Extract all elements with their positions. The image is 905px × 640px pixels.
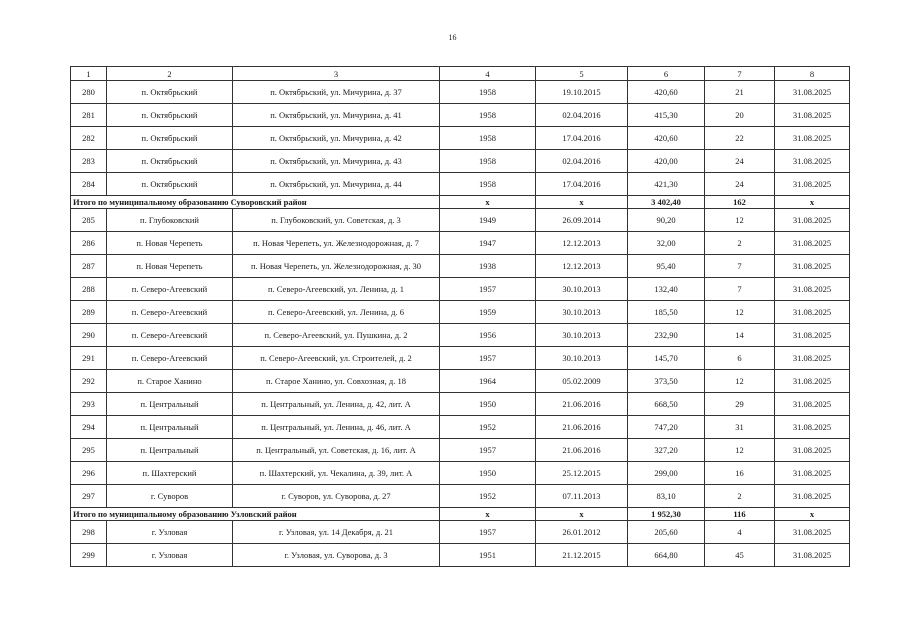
- row-number: 290: [71, 324, 107, 347]
- house-address: г. Суворов, ул. Суворова, д. 27: [233, 485, 440, 508]
- table-row: [71, 81, 850, 104]
- residents-count: 24: [705, 150, 775, 173]
- table-row: [71, 485, 850, 508]
- row-number: 298: [71, 521, 107, 544]
- living-area: 420,00: [628, 150, 705, 173]
- recognition-date: 30.10.2013: [536, 347, 628, 370]
- relocation-deadline: 31.08.2025: [775, 416, 850, 439]
- column-number: 3: [233, 67, 440, 81]
- relocation-deadline: 31.08.2025: [775, 104, 850, 127]
- table-row: [71, 104, 850, 127]
- build-year: 1949: [440, 209, 536, 232]
- settlement-name: п. Глубоковский: [107, 209, 233, 232]
- table-row: [71, 127, 850, 150]
- settlement-name: п. Шахтерский: [107, 462, 233, 485]
- total-living-area: 1 952,30: [628, 508, 705, 521]
- settlement-name: п. Центральный: [107, 416, 233, 439]
- living-area: 664,80: [628, 544, 705, 567]
- total-living-area: 3 402,40: [628, 196, 705, 209]
- residents-count: 6: [705, 347, 775, 370]
- residents-count: 16: [705, 462, 775, 485]
- relocation-deadline: 31.08.2025: [775, 521, 850, 544]
- table-row: [71, 544, 850, 567]
- table-row: [71, 232, 850, 255]
- living-area: 747,20: [628, 416, 705, 439]
- residents-count: 12: [705, 370, 775, 393]
- recognition-date: 30.10.2013: [536, 278, 628, 301]
- living-area: 420,60: [628, 127, 705, 150]
- recognition-date: 21.06.2016: [536, 393, 628, 416]
- build-year: 1956: [440, 324, 536, 347]
- house-address: п. Октябрьский, ул. Мичурина, д. 44: [233, 173, 440, 196]
- residents-count: 2: [705, 485, 775, 508]
- recognition-date: 17.04.2016: [536, 127, 628, 150]
- table-row: [71, 521, 850, 544]
- residents-count: 45: [705, 544, 775, 567]
- relocation-deadline: 31.08.2025: [775, 278, 850, 301]
- build-year: 1959: [440, 301, 536, 324]
- row-number: 287: [71, 255, 107, 278]
- residents-count: 22: [705, 127, 775, 150]
- build-year: 1964: [440, 370, 536, 393]
- living-area: 420,60: [628, 81, 705, 104]
- living-area: 90,20: [628, 209, 705, 232]
- residents-count: 2: [705, 232, 775, 255]
- row-number: 281: [71, 104, 107, 127]
- settlement-name: п. Центральный: [107, 439, 233, 462]
- recognition-date: 30.10.2013: [536, 324, 628, 347]
- table-body: [71, 67, 850, 567]
- build-year: 1950: [440, 462, 536, 485]
- column-number-row: [71, 67, 850, 81]
- column-number: 6: [628, 67, 705, 81]
- house-address: п. Шахтерский, ул. Чекалина, д. 39, лит. А: [233, 462, 440, 485]
- row-number: 282: [71, 127, 107, 150]
- district-total-label: Итого по муниципальному образованию Узловский район: [71, 508, 440, 521]
- total-build-year: x: [440, 196, 536, 209]
- settlement-name: п. Центральный: [107, 393, 233, 416]
- house-address: п. Старое Ханино, ул. Совхозная, д. 18: [233, 370, 440, 393]
- row-number: 294: [71, 416, 107, 439]
- total-relocation-deadline: x: [775, 196, 850, 209]
- living-area: 83,10: [628, 485, 705, 508]
- recognition-date: 05.02.2009: [536, 370, 628, 393]
- house-address: п. Новая Черепеть, ул. Железнодорожная, д. 30: [233, 255, 440, 278]
- settlement-name: п. Октябрьский: [107, 173, 233, 196]
- row-number: 293: [71, 393, 107, 416]
- row-number: 299: [71, 544, 107, 567]
- settlement-name: г. Узловая: [107, 521, 233, 544]
- relocation-deadline: 31.08.2025: [775, 370, 850, 393]
- relocation-deadline: 31.08.2025: [775, 347, 850, 370]
- living-area: 205,60: [628, 521, 705, 544]
- settlement-name: г. Узловая: [107, 544, 233, 567]
- district-total-row: [71, 196, 850, 209]
- column-number: 2: [107, 67, 233, 81]
- row-number: 284: [71, 173, 107, 196]
- table-row: [71, 150, 850, 173]
- table-row: [71, 416, 850, 439]
- living-area: 95,40: [628, 255, 705, 278]
- build-year: 1958: [440, 173, 536, 196]
- row-number: 289: [71, 301, 107, 324]
- recognition-date: 21.12.2015: [536, 544, 628, 567]
- house-address: п. Октябрьский, ул. Мичурина, д. 42: [233, 127, 440, 150]
- build-year: 1952: [440, 416, 536, 439]
- table-row: [71, 347, 850, 370]
- settlement-name: п. Новая Черепеть: [107, 255, 233, 278]
- build-year: 1938: [440, 255, 536, 278]
- residents-count: 24: [705, 173, 775, 196]
- table-row: [71, 462, 850, 485]
- living-area: 132,40: [628, 278, 705, 301]
- living-area: 421,30: [628, 173, 705, 196]
- row-number: 280: [71, 81, 107, 104]
- page-number: 16: [448, 33, 457, 42]
- build-year: 1958: [440, 81, 536, 104]
- residents-count: 12: [705, 209, 775, 232]
- build-year: 1957: [440, 278, 536, 301]
- living-area: 373,50: [628, 370, 705, 393]
- relocation-deadline: 31.08.2025: [775, 81, 850, 104]
- relocation-deadline: 31.08.2025: [775, 324, 850, 347]
- table-row: [71, 301, 850, 324]
- relocation-deadline: 31.08.2025: [775, 439, 850, 462]
- table-row: [71, 278, 850, 301]
- column-number: 5: [536, 67, 628, 81]
- row-number: 288: [71, 278, 107, 301]
- recognition-date: 02.04.2016: [536, 150, 628, 173]
- recognition-date: 19.10.2015: [536, 81, 628, 104]
- row-number: 296: [71, 462, 107, 485]
- relocation-deadline: 31.08.2025: [775, 150, 850, 173]
- residents-count: 21: [705, 81, 775, 104]
- total-residents-count: 162: [705, 196, 775, 209]
- recognition-date: 30.10.2013: [536, 301, 628, 324]
- relocation-deadline: 31.08.2025: [775, 232, 850, 255]
- build-year: 1958: [440, 127, 536, 150]
- recognition-date: 21.06.2016: [536, 439, 628, 462]
- house-address: п. Новая Черепеть, ул. Железнодорожная, д. 7: [233, 232, 440, 255]
- row-number: 292: [71, 370, 107, 393]
- relocation-deadline: 31.08.2025: [775, 544, 850, 567]
- house-address: п. Октябрьский, ул. Мичурина, д. 43: [233, 150, 440, 173]
- relocation-deadline: 31.08.2025: [775, 301, 850, 324]
- build-year: 1952: [440, 485, 536, 508]
- build-year: 1951: [440, 544, 536, 567]
- recognition-date: 26.09.2014: [536, 209, 628, 232]
- settlement-name: п. Новая Черепеть: [107, 232, 233, 255]
- row-number: 285: [71, 209, 107, 232]
- residents-count: 7: [705, 255, 775, 278]
- settlement-name: г. Суворов: [107, 485, 233, 508]
- build-year: 1957: [440, 439, 536, 462]
- row-number: 286: [71, 232, 107, 255]
- recognition-date: 12.12.2013: [536, 232, 628, 255]
- total-recognition-date: x: [536, 196, 628, 209]
- column-number: 8: [775, 67, 850, 81]
- table-row: [71, 439, 850, 462]
- relocation-deadline: 31.08.2025: [775, 462, 850, 485]
- table-row: [71, 370, 850, 393]
- house-address: г. Узловая, ул. 14 Декабря, д. 21: [233, 521, 440, 544]
- district-total-label: Итого по муниципальному образованию Суворовский район: [71, 196, 440, 209]
- build-year: 1947: [440, 232, 536, 255]
- district-total-row: [71, 508, 850, 521]
- table-row: [71, 255, 850, 278]
- residents-count: 4: [705, 521, 775, 544]
- living-area: 327,20: [628, 439, 705, 462]
- build-year: 1958: [440, 104, 536, 127]
- residents-count: 12: [705, 439, 775, 462]
- settlement-name: п. Октябрьский: [107, 127, 233, 150]
- recognition-date: 12.12.2013: [536, 255, 628, 278]
- relocation-deadline: 31.08.2025: [775, 127, 850, 150]
- house-address: п. Центральный, ул. Ленина, д. 42, лит. А: [233, 393, 440, 416]
- settlement-name: п. Октябрьский: [107, 81, 233, 104]
- relocation-deadline: 31.08.2025: [775, 209, 850, 232]
- recognition-date: 21.06.2016: [536, 416, 628, 439]
- build-year: 1957: [440, 521, 536, 544]
- total-relocation-deadline: x: [775, 508, 850, 521]
- living-area: 232,90: [628, 324, 705, 347]
- table-row: [71, 324, 850, 347]
- column-number: 1: [71, 67, 107, 81]
- living-area: 185,50: [628, 301, 705, 324]
- settlement-name: п. Северо-Агеевский: [107, 278, 233, 301]
- house-address: п. Октябрьский, ул. Мичурина, д. 37: [233, 81, 440, 104]
- relocation-deadline: 31.08.2025: [775, 485, 850, 508]
- house-address: п. Северо-Агеевский, ул. Пушкина, д. 2: [233, 324, 440, 347]
- build-year: 1957: [440, 347, 536, 370]
- total-build-year: x: [440, 508, 536, 521]
- housing-registry-table: [70, 66, 850, 567]
- settlement-name: п. Старое Ханино: [107, 370, 233, 393]
- house-address: п. Северо-Агеевский, ул. Ленина, д. 1: [233, 278, 440, 301]
- residents-count: 29: [705, 393, 775, 416]
- relocation-deadline: 31.08.2025: [775, 255, 850, 278]
- house-address: п. Центральный, ул. Советская, д. 16, лит. А: [233, 439, 440, 462]
- living-area: 145,70: [628, 347, 705, 370]
- house-address: г. Узловая, ул. Суворова, д. 3: [233, 544, 440, 567]
- residents-count: 7: [705, 278, 775, 301]
- residents-count: 14: [705, 324, 775, 347]
- table-row: [71, 209, 850, 232]
- living-area: 32,00: [628, 232, 705, 255]
- row-number: 291: [71, 347, 107, 370]
- house-address: п. Северо-Агеевский, ул. Ленина, д. 6: [233, 301, 440, 324]
- house-address: п. Октябрьский, ул. Мичурина, д. 41: [233, 104, 440, 127]
- recognition-date: 25.12.2015: [536, 462, 628, 485]
- row-number: 297: [71, 485, 107, 508]
- recognition-date: 26.01.2012: [536, 521, 628, 544]
- relocation-deadline: 31.08.2025: [775, 393, 850, 416]
- residents-count: 31: [705, 416, 775, 439]
- living-area: 415,30: [628, 104, 705, 127]
- column-number: 7: [705, 67, 775, 81]
- recognition-date: 17.04.2016: [536, 173, 628, 196]
- residents-count: 20: [705, 104, 775, 127]
- row-number: 295: [71, 439, 107, 462]
- house-address: п. Глубоковский, ул. Советская, д. 3: [233, 209, 440, 232]
- row-number: 283: [71, 150, 107, 173]
- build-year: 1950: [440, 393, 536, 416]
- house-address: п. Центральный, ул. Ленина, д. 46, лит. А: [233, 416, 440, 439]
- relocation-deadline: 31.08.2025: [775, 173, 850, 196]
- settlement-name: п. Северо-Агеевский: [107, 301, 233, 324]
- settlement-name: п. Северо-Агеевский: [107, 324, 233, 347]
- settlement-name: п. Октябрьский: [107, 104, 233, 127]
- table-row: [71, 393, 850, 416]
- settlement-name: п. Северо-Агеевский: [107, 347, 233, 370]
- residents-count: 12: [705, 301, 775, 324]
- living-area: 668,50: [628, 393, 705, 416]
- house-address: п. Северо-Агеевский, ул. Строителей, д. 2: [233, 347, 440, 370]
- total-residents-count: 116: [705, 508, 775, 521]
- recognition-date: 07.11.2013: [536, 485, 628, 508]
- column-number: 4: [440, 67, 536, 81]
- total-recognition-date: x: [536, 508, 628, 521]
- settlement-name: п. Октябрьский: [107, 150, 233, 173]
- build-year: 1958: [440, 150, 536, 173]
- recognition-date: 02.04.2016: [536, 104, 628, 127]
- living-area: 299,00: [628, 462, 705, 485]
- table-row: [71, 173, 850, 196]
